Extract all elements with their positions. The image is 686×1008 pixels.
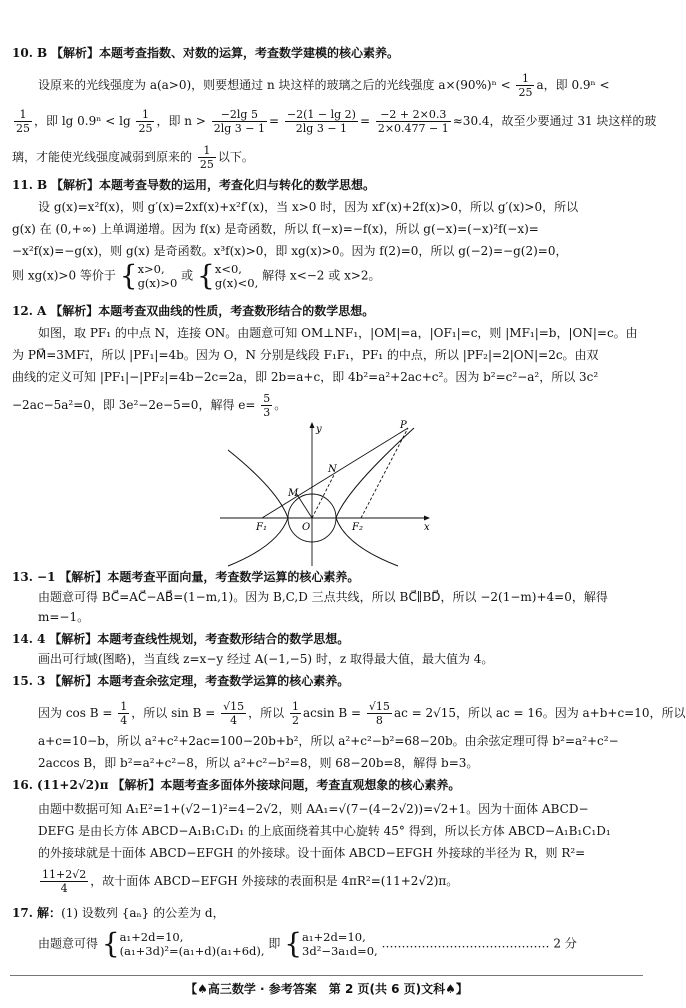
q14-heading: 14. 4 【解析】本题考查线性规划，考查数形结合的数学思想。: [12, 632, 350, 646]
q17-heading: 17. 解：(1) 设数列 {aₙ} 的公差为 d，: [12, 906, 225, 920]
q15-line-1: 因为 cos B = $\frac{1}{4}$ ，所以 sin B = $\frac{√15}{4}$ ，所以 $\frac{1}{2}$ acsin B = $\frac{√15}{8}$ ac = 2√15，所以 ac = 16。因为 a+b+c=10，所以: [38, 700, 686, 727]
label-o: O: [302, 522, 311, 533]
label-f2: F₂: [352, 522, 363, 533]
q16-heading: 16. (11+2√2)π 【解析】本题考查多面体外接球问题，考查直观想象的核心素养。: [12, 778, 461, 792]
q12-line-4: −2ac−5a²=0，即 3e²−2e−5=0，解得 e= $\frac{5}{3}$ 。: [12, 392, 287, 419]
q15-line-2: a+c=10−b，所以 a²+c²+2ac=100−20b+b²，所以 a²+c²−b²=68−20b。由余弦定理可得 b²=a²+c²−: [38, 734, 619, 748]
q13-line-2: m=−1。: [38, 610, 90, 624]
q13-heading: 13. −1 【解析】本题考查平面向量，考查数学运算的核心素养。: [12, 570, 360, 584]
q11-line-4: 则 xg(x)>0 等价于 {x>0, g(x)>0 或 {x<0, g(x)<0, 解得 x<−2 或 x>2。: [12, 259, 381, 292]
q16-line-2: DEFG 是由长方体 ABCD−A₁B₁C₁D₁ 的上底面绕着其中心旋转 45° 得到，所以长方体 ABCD−A₁B₁C₁D₁: [38, 824, 611, 838]
q11-line-3: −x²f(x)=−g(x)，则 g(x) 是奇函数。x³f(x)>0，即 xg(x)>0。因为 f(2)=0，所以 g(−2)=−g(2)=0，: [12, 244, 568, 258]
q10-line-2: $\frac{1}{25}$ ，即 lg 0.9ⁿ < lg $\frac{1}{25}$ ，即 n > $\frac{-2\lg 5}{2\lg 3 - 1}$ = $\frac{-2(1 - \lg 2)}{2\lg 3 - 1}$ = $\frac{-2 + 2\times 0.3}{2\times 0.477 - 1}$ ≈30.4，故至少要通过 31 块这样的玻: [16, 108, 657, 135]
footer-rule: [10, 975, 643, 976]
y-axis-arrow: [310, 422, 315, 428]
q11-heading: 11. B 【解析】本题考查导数的运用，考查化归与转化的数学思想。: [12, 178, 376, 192]
q12-line-1: 如图，取 PF₁ 的中点 N，连接 ON。由题意可知 OM⊥NF₁，|OM|=a，|OF₁|=c，则 |MF₁|=b，|ON|=c。由: [38, 326, 638, 340]
label-m: M: [288, 488, 299, 499]
q12-line-2: 为 PM⃗=3MF₁⃗，所以 |PF₁|=4b。因为 O，N 分别是线段 F₁F₁，PF₁ 的中点，所以 |PF₂|=2|ON|=2c。由双: [12, 348, 599, 362]
x-axis-arrow: [424, 516, 430, 521]
segment-o-m: [296, 493, 312, 518]
q11-line-2: g(x) 在 (0,+∞) 上单调递增。因为 f(x) 是奇函数，所以 f(−x)=−f(x)，所以 g(−x)=(−x)²f(−x)=: [12, 222, 539, 236]
label-p: P: [400, 420, 407, 431]
q12-line-3: 曲线的定义可知 |PF₁|−|PF₂|=4b−2c=2a，即 2b=a+c，即 4b²=a²+2ac+c²。因为 b²=c²−a²，所以 3c²: [12, 370, 599, 384]
q14-line-1: 画出可行域(图略)，当直线 z=x−y 经过 A(−1,−5) 时，z 取得最大值，最大值为 4。: [38, 652, 494, 666]
q16-line-3: 的外接球就是十面体 ABCD−EFGH 的外接球。设十面体 ABCD−EFGH 外接球的半径为 R，则 R²=: [38, 846, 586, 860]
q10-line-1: 设原来的光线强度为 a(a>0)，则要想通过 n 块这样的玻璃之后的光线强度 a×(90%)ⁿ < $\frac{1}{25}$ a，即 0.9ⁿ <: [38, 72, 610, 99]
q11-line-1: 设 g(x)=x²f(x)，则 g′(x)=2xf(x)+x²f′(x)，当 x>0 时，因为 xf′(x)+2f(x)>0，所以 g′(x)>0，所以: [38, 200, 579, 214]
q12-heading: 12. A 【解析】本题考查双曲线的性质，考查数形结合的数学思想。: [12, 304, 375, 318]
q16-line-4: $\frac{11+2√2}{4}$ ，故十面体 ABCD−EFGH 外接球的表面积是 4πR²=(11+2√2)π。: [42, 868, 459, 895]
q13-line-1: 由题意可得 BC⃗=AC⃗−AB⃗=(1−m,1)。因为 B,C,D 三点共线，所以 BC⃗∥BD⃗，所以 −2(1−m)+4=0，解得: [38, 590, 608, 604]
page-footer: 【♠高三数学 · 参考答案 第 2 页(共 6 页)文科♠】: [185, 982, 468, 996]
q10-line-3: 璃，才能使光线强度减弱到原来的 $\frac{1}{25}$ 以下。: [12, 144, 254, 171]
label-f1: F₁: [256, 522, 267, 533]
q15-heading: 15. 3 【解析】本题考查余弦定理，考查数学运算的核心素养。: [12, 674, 350, 688]
label-n: N: [328, 464, 337, 475]
label-y: y: [316, 424, 322, 435]
q10-heading: 10. B 【解析】本题考查指数、对数的运算，考查数学建模的核心素养。: [12, 46, 400, 60]
q17-line-2: 由题意可得 {a₁+2d=10, (a₁+3d)²=(a₁+d)(a₁+6d), 即 {a₁+2d=10, 3d²−3a₁d=0, …………………………………… 2 分: [38, 927, 577, 960]
q16-line-1: 由题中数据可知 A₁E²=1+(√2−1)²=4−2√2，则 AA₁=√(7−(4−2√2))=√2+1。因为十面体 ABCD−: [38, 802, 589, 816]
q15-line-3: 2accos B，即 b²=a²+c²−8，所以 a²+c²−b²=8，则 68−20b=8，解得 b=3。: [38, 756, 479, 770]
hyperbola-figure: [218, 420, 440, 568]
label-x: x: [424, 522, 430, 533]
